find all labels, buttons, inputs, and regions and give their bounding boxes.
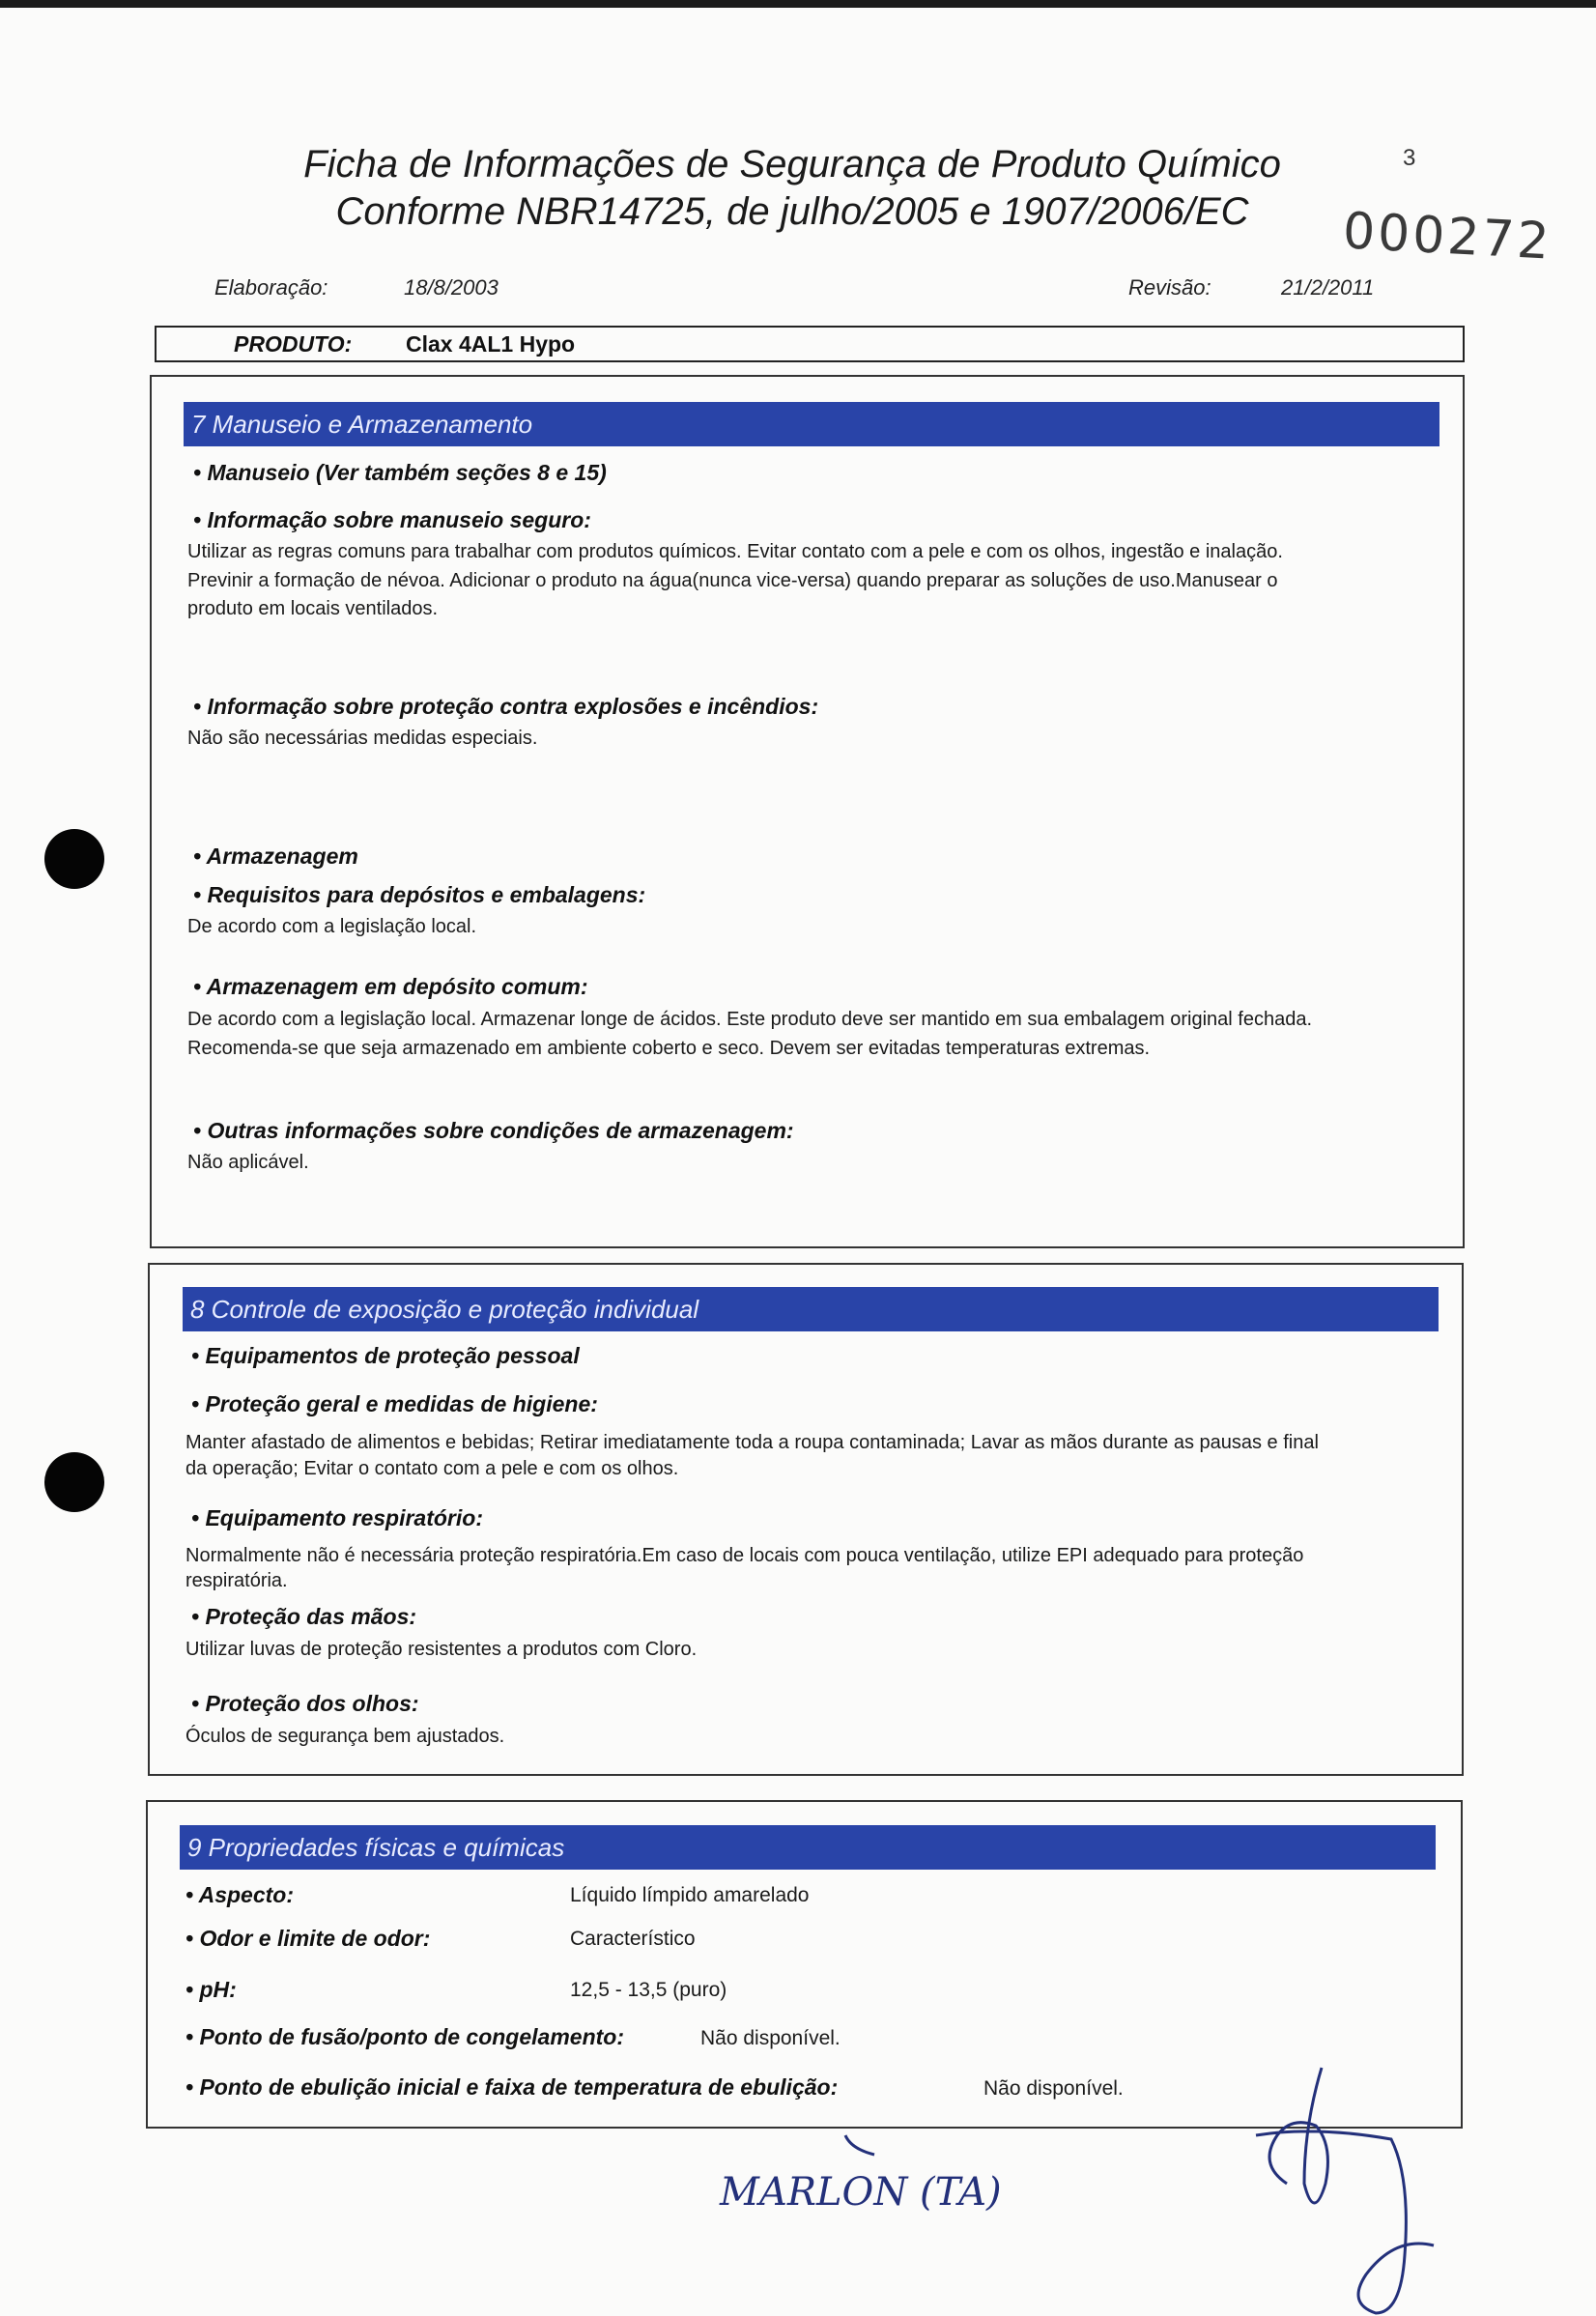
odor-value: Característico	[570, 1928, 696, 1950]
revisao-label: Revisão:	[1128, 275, 1211, 300]
elaboracao-label: Elaboração:	[214, 275, 328, 300]
manuseio-heading: • Manuseio (Ver também seções 8 e 15)	[193, 460, 607, 485]
explosoes-heading: • Informação sobre proteção contra explosões e incêndios:	[193, 694, 819, 719]
section-8-heading: 8 Controle de exposição e proteção individual	[183, 1287, 1439, 1331]
ponto-fusao-value: Não disponível.	[700, 2027, 841, 2049]
protecao-maos-text: Utilizar luvas de proteção resistentes a produtos com Cloro.	[185, 1639, 698, 1660]
product-name: Clax 4AL1 Hypo	[406, 331, 576, 357]
section-9-heading: 9 Propriedades físicas e químicas	[180, 1825, 1436, 1870]
protecao-olhos-heading: • Proteção dos olhos:	[191, 1691, 419, 1716]
handwritten-tick	[845, 2135, 874, 2155]
sequence-stamp: 000272	[1341, 202, 1553, 272]
info-manuseio-seguro-line-2: Previnir a formação de névoa. Adicionar o produto na água(nunca vice-versa) quando preparar as soluções de uso.Manusear o	[187, 570, 1278, 591]
higiene-line-1: Manter afastado de alimentos e bebidas; Retirar imediatamente toda a roupa contaminada; Lavar as mãos durante as pausas e final	[185, 1432, 1319, 1453]
ph-value: 12,5 - 13,5 (puro)	[570, 1979, 727, 2001]
info-manuseio-seguro-line-3: produto em locais ventilados.	[187, 598, 439, 619]
section-7-heading: 7 Manuseio e Armazenamento	[184, 402, 1439, 446]
ponto-ebulicao-value: Não disponível.	[983, 2077, 1124, 2100]
higiene-heading: • Proteção geral e medidas de higiene:	[191, 1391, 598, 1416]
handwritten-name-note: MARLON (TA)	[720, 2170, 1002, 2215]
info-manuseio-seguro-line-1: Utilizar as regras comuns para trabalhar com produtos químicos. Evitar contato com a pele e com os olhos, ingestão e inalação.	[187, 541, 1283, 562]
ponto-ebulicao-label: • Ponto de ebulição inicial e faixa de temperatura de ebulição:	[185, 2074, 839, 2100]
document-subtitle: Conforme NBR14725, de julho/2005 e 1907/2006/EC	[335, 190, 1249, 233]
odor-label: • Odor e limite de odor:	[185, 1926, 431, 1951]
info-manuseio-seguro-heading: • Informação sobre manuseio seguro:	[193, 507, 591, 532]
deposito-comum-heading: • Armazenagem em depósito comum:	[193, 974, 588, 999]
armazenagem-heading: • Armazenagem	[193, 843, 358, 869]
equip-respiratorio-heading: • Equipamento respiratório:	[191, 1505, 483, 1530]
protecao-maos-heading: • Proteção das mãos:	[191, 1604, 417, 1629]
aspecto-value: Líquido límpido amarelado	[570, 1884, 810, 1906]
requisitos-heading: • Requisitos para depósitos e embalagens:	[193, 882, 646, 907]
outras-informacoes-heading: • Outras informações sobre condições de armazenagem:	[193, 1118, 794, 1143]
revisao-date: 21/2/2011	[1281, 275, 1375, 300]
outras-informacoes-text: Não aplicável.	[187, 1152, 309, 1173]
signature	[1256, 2068, 1434, 2313]
explosoes-text: Não são necessárias medidas especiais.	[187, 728, 538, 749]
higiene-line-2: da operação; Evitar o contato com a pele e com os olhos.	[185, 1458, 679, 1479]
elaboracao-date: 18/8/2003	[404, 275, 499, 300]
equip-respiratorio-line-1: Normalmente não é necessária proteção respiratória.Em caso de locais com pouca ventilação, utilize EPI adequado para proteção	[185, 1545, 1304, 1566]
deposito-comum-line-2: Recomenda-se que seja armazenado em ambiente coberto e seco. Devem ser evitadas temperaturas extremas.	[187, 1038, 1151, 1059]
equip-respiratorio-line-2: respiratória.	[185, 1570, 288, 1591]
requisitos-text: De acordo com a legislação local.	[187, 916, 477, 937]
deposito-comum-line-1: De acordo com a legislação local. Armazenar longe de ácidos. Este produto deve ser mantido em sua embalagem original fechada.	[187, 1009, 1312, 1030]
equip-protecao-pessoal-heading: • Equipamentos de proteção pessoal	[191, 1343, 580, 1368]
ponto-fusao-label: • Ponto de fusão/ponto de congelamento:	[185, 2024, 624, 2049]
ph-label: • pH:	[185, 1977, 237, 2002]
protecao-olhos-text: Óculos de segurança bem ajustados.	[185, 1726, 505, 1747]
aspecto-label: • Aspecto:	[185, 1882, 294, 1907]
document-title: Ficha de Informações de Segurança de Produto Químico	[303, 143, 1281, 186]
page-number: 3	[1403, 145, 1416, 171]
product-label: PRODUTO:	[234, 331, 353, 357]
